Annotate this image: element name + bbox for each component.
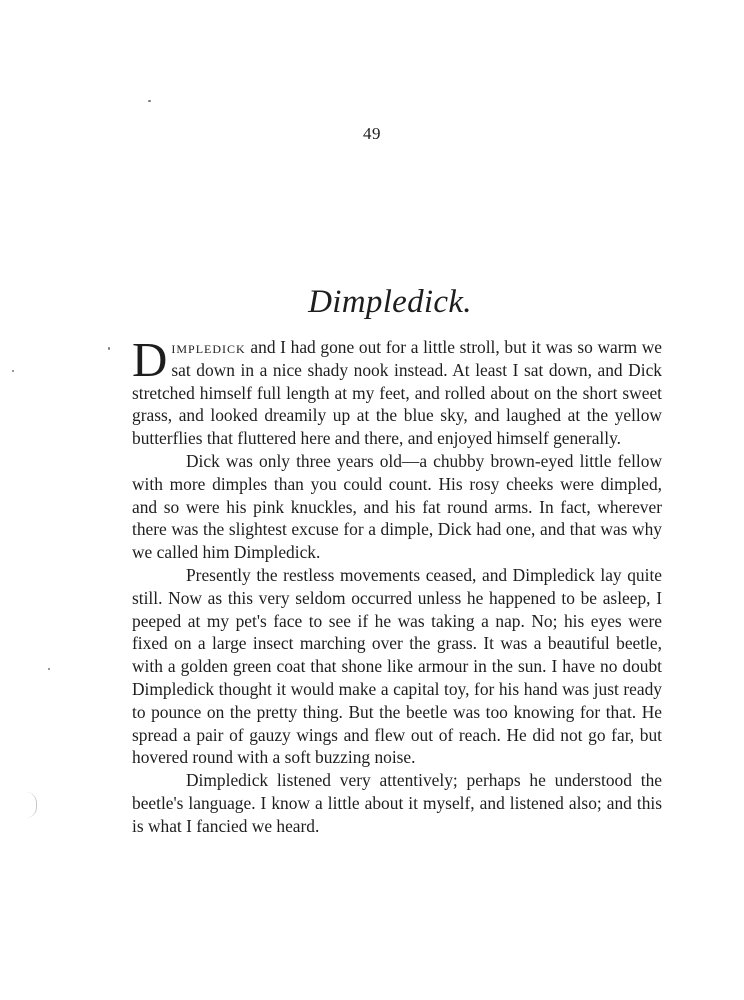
paragraph: Dick was only three years old—a chubby brown-eyed little fellow with more dimples than you could count. His rosy cheeks were dimpled, and so were his pink knuckles, and his fat round arms. In fact, wherever there was the slightest excuse for a dimple, Dick had one, and that was why we called him Dimpledick. [132, 450, 662, 563]
paragraph: Presently the restless movements ceased, and Dimpledick lay quite still. Now as this very seldom occurred unless he happened to be asleep, I peeped at my pet's face to see if he was taking a nap. No; his eyes were fixed on a large insect marching over the grass. It was a beautiful beetle, with a golden green coat that shone like armour in the sun. I have no doubt Dimpledick thought it would make a capital toy, for his hand was just ready to pounce on the pretty thing. But the beetle was too knowing for that. He spread a pair of gauzy wings and flew out of reach. He did not go far, but hovered round with a soft buzzing noise. [132, 564, 662, 768]
chapter-title: Dimpledick. [308, 284, 472, 320]
margin-speck [12, 370, 14, 372]
margin-mark [26, 792, 37, 818]
page-number: 49 [363, 124, 381, 143]
paragraph: Dimpledick listened very attentively; perhaps he understood the beetle's language. I know a little about it myself, and listened also; and this is what I fancied we heard. [132, 770, 662, 836]
margin-speck [148, 100, 151, 102]
body-text [132, 332, 662, 838]
drop-cap: D [132, 332, 168, 387]
margin-speck [48, 668, 50, 670]
paragraph-text: and I had gone out for a little stroll, but it was so warm we sat down in a nice shady nook instead. At least I sat down, and Dick stretched himself full length at my feet, and rolled about on the short sweet grass, and looked dreamily up at the blue sky, and laughed at the yellow butterflies that fluttered here and there, and enjoyed himself generally. [132, 337, 662, 449]
lead-word: impledick [171, 337, 246, 357]
margin-speck [108, 347, 110, 350]
paragraph [132, 332, 662, 450]
